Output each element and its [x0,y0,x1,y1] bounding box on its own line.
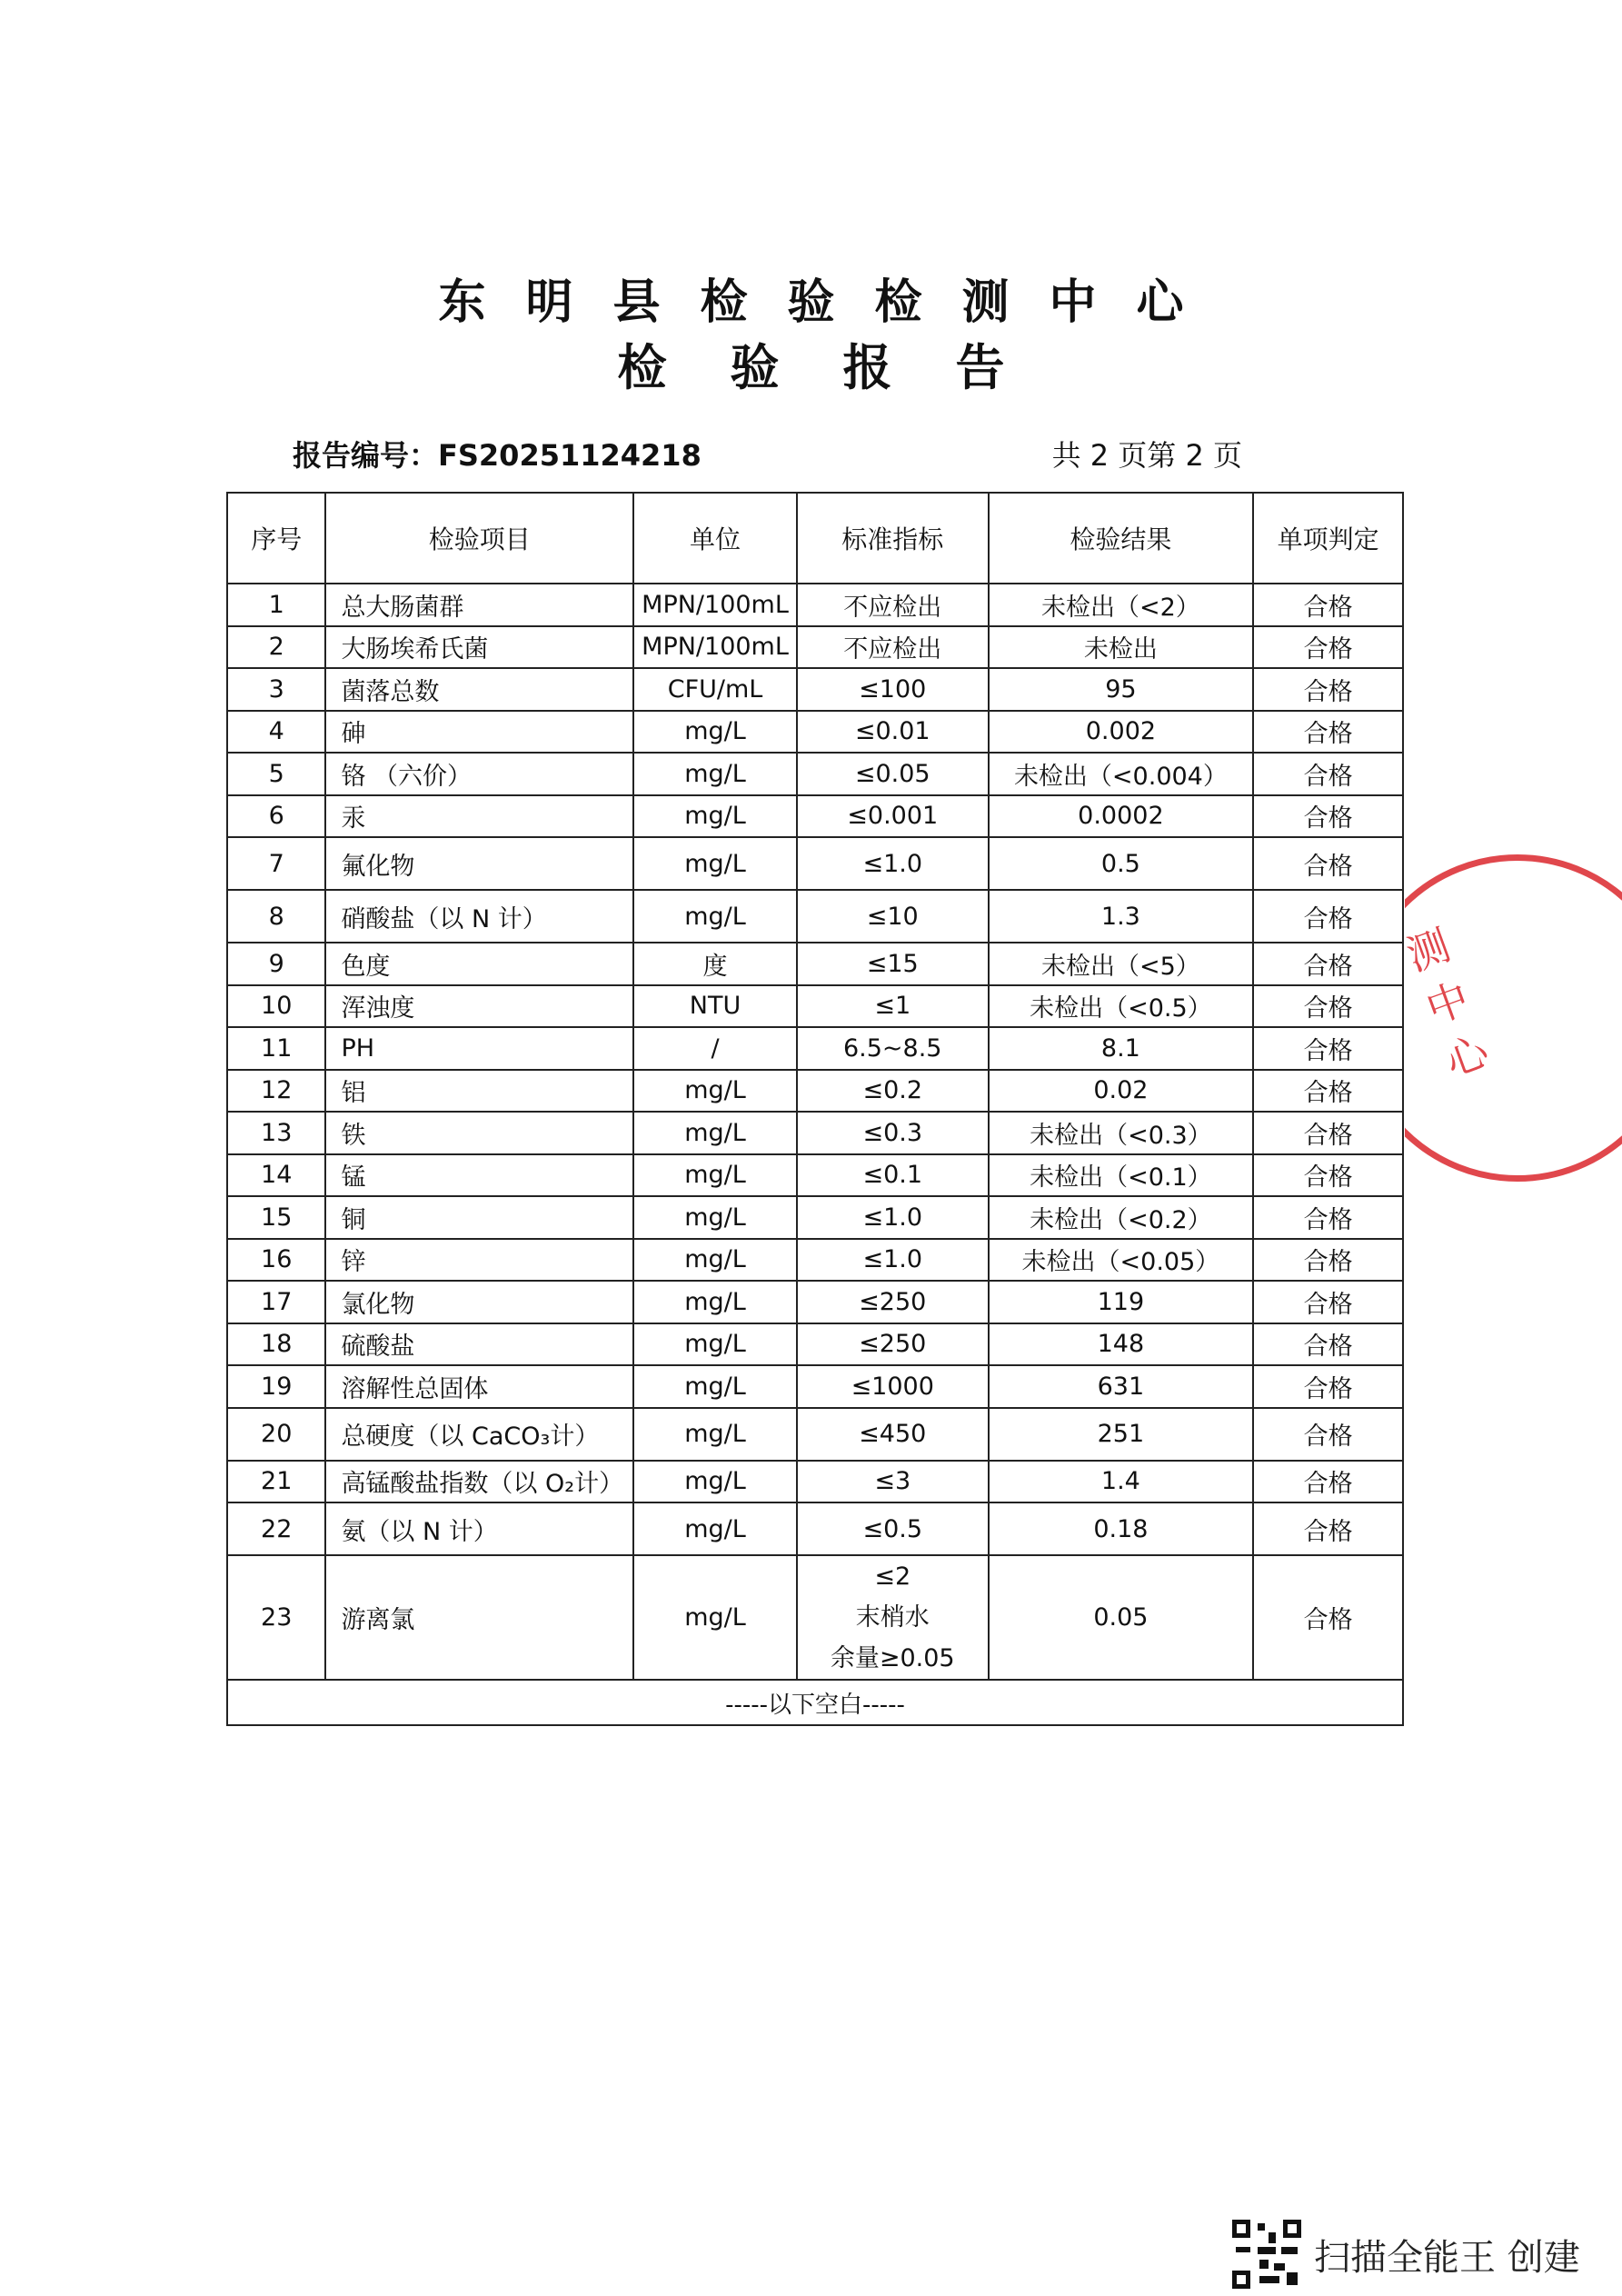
cell-result: 95 [989,668,1254,711]
standard-line: 余量≥0.05 [830,1644,955,1672]
cell-item: 硝酸盐（以 N 计） [325,890,633,943]
table-row [227,943,1403,985]
page-count: 共 2 页第 2 页 [1051,438,1242,473]
cell-no: 8 [227,890,325,943]
scanner-watermark [1232,2218,1580,2291]
cell-verdict: 合格 [1253,1555,1403,1680]
cell-result: 未检出（<0.05） [989,1239,1254,1282]
cell-verdict: 合格 [1253,584,1403,626]
cell-unit: mg/L [633,1070,797,1113]
cell-result: 0.05 [989,1555,1254,1680]
cell-unit: MPN/100mL [633,626,797,669]
cell-standard: ≤0.5 [797,1502,989,1555]
cell-unit: MPN/100mL [633,584,797,626]
report-title: 检验报告 [617,339,1069,396]
cell-item: 铝 [325,1070,633,1113]
cell-unit: / [633,1027,797,1070]
table-row [227,1502,1403,1555]
cell-unit: mg/L [633,837,797,890]
cell-verdict: 合格 [1253,1239,1403,1282]
cell-verdict: 合格 [1253,1461,1403,1503]
cell-standard [797,1555,989,1680]
cell-no: 16 [227,1239,325,1282]
cell-verdict: 合格 [1253,837,1403,890]
cell-result: 631 [989,1365,1254,1408]
cell-verdict: 合格 [1253,1502,1403,1555]
table-row [227,668,1403,711]
table-row [227,626,1403,669]
cell-no: 22 [227,1502,325,1555]
cell-unit: mg/L [633,1196,797,1239]
cell-standard: 不应检出 [797,584,989,626]
table-row [227,1239,1403,1282]
cell-standard: ≤450 [797,1408,989,1461]
table-row [227,1408,1403,1461]
cell-verdict: 合格 [1253,668,1403,711]
cell-no: 21 [227,1461,325,1503]
cell-unit: mg/L [633,1239,797,1282]
standard-line: ≤2 [874,1562,911,1591]
cell-verdict: 合格 [1253,1408,1403,1461]
cell-result: 0.5 [989,837,1254,890]
cell-unit: mg/L [633,1461,797,1503]
inspection-table [226,492,1404,1726]
cell-result: 未检出（<2） [989,584,1254,626]
cell-standard: ≤15 [797,943,989,985]
cell-item: 铜 [325,1196,633,1239]
table-row [227,1112,1403,1154]
table-row [227,985,1403,1028]
table-row [227,1461,1403,1503]
cell-standard: ≤1.0 [797,1239,989,1282]
table-row [227,584,1403,626]
cell-unit: mg/L [633,1112,797,1154]
table-row [227,795,1403,838]
cell-result: 未检出（<0.2） [989,1196,1254,1239]
cell-item: 大肠埃希氏菌 [325,626,633,669]
cell-unit: mg/L [633,1365,797,1408]
cell-no: 4 [227,711,325,754]
cell-unit: mg/L [633,1323,797,1366]
cell-result: 未检出（<0.3） [989,1112,1254,1154]
table-row [227,890,1403,943]
cell-item: 铁 [325,1112,633,1154]
cell-standard: ≤0.3 [797,1112,989,1154]
cell-item: 总硬度（以 CaCO₃计） [325,1408,633,1461]
cell-result: 未检出（<5） [989,943,1254,985]
cell-result: 251 [989,1408,1254,1461]
cell-verdict: 合格 [1253,753,1403,795]
cell-no: 19 [227,1365,325,1408]
cell-verdict: 合格 [1253,1070,1403,1113]
cell-verdict: 合格 [1253,795,1403,838]
cell-unit: mg/L [633,753,797,795]
seal-text: 测中心 [1400,920,1496,1087]
cell-verdict: 合格 [1253,711,1403,754]
col-header-standard: 标准指标 [797,493,989,584]
cell-unit: mg/L [633,1281,797,1323]
cell-item: 菌落总数 [325,668,633,711]
cell-verdict: 合格 [1253,985,1403,1028]
cell-unit: CFU/mL [633,668,797,711]
cell-no: 15 [227,1196,325,1239]
org-title: 东明县检验检测中心 [438,275,1224,330]
cell-unit: mg/L [633,1502,797,1555]
cell-result: 0.002 [989,711,1254,754]
cell-unit: mg/L [633,1154,797,1197]
cell-item: PH [325,1027,633,1070]
table-row [227,711,1403,754]
cell-no: 20 [227,1408,325,1461]
cell-standard: 不应检出 [797,626,989,669]
cell-no: 7 [227,837,325,890]
col-header-no: 序号 [227,493,325,584]
cell-result: 0.18 [989,1502,1254,1555]
qr-code-icon [1232,2220,1301,2289]
cell-no: 2 [227,626,325,669]
cell-item: 锌 [325,1239,633,1282]
cell-no: 6 [227,795,325,838]
table-row [227,1196,1403,1239]
cell-result: 未检出（<0.1） [989,1154,1254,1197]
cell-unit: mg/L [633,1408,797,1461]
cell-unit: mg/L [633,795,797,838]
cell-verdict: 合格 [1253,1112,1403,1154]
cell-item: 溶解性总固体 [325,1365,633,1408]
cell-verdict: 合格 [1253,1154,1403,1197]
cell-item: 锰 [325,1154,633,1197]
col-header-item: 检验项目 [325,493,633,584]
report-number: 报告编号：FS20251124218 [293,438,702,473]
cell-item: 硫酸盐 [325,1323,633,1366]
cell-item: 氨（以 N 计） [325,1502,633,1555]
cell-item: 总大肠菌群 [325,584,633,626]
cell-no: 3 [227,668,325,711]
cell-item: 汞 [325,795,633,838]
cell-item: 铬 （六价） [325,753,633,795]
table-row [227,1070,1403,1113]
cell-standard: ≤1000 [797,1365,989,1408]
cell-no: 5 [227,753,325,795]
scanner-watermark-text: 扫描全能王 创建 [1314,2236,1580,2279]
cell-standard: ≤0.05 [797,753,989,795]
cell-unit: mg/L [633,890,797,943]
cell-no: 10 [227,985,325,1028]
table-row [227,1323,1403,1366]
cell-no: 12 [227,1070,325,1113]
table-row [227,1555,1403,1680]
cell-result: 8.1 [989,1027,1254,1070]
table-row [227,837,1403,890]
cell-item: 氟化物 [325,837,633,890]
table-row [227,1154,1403,1197]
cell-standard: ≤1.0 [797,1196,989,1239]
cell-no: 18 [227,1323,325,1366]
cell-result: 1.3 [989,890,1254,943]
cell-standard: ≤0.1 [797,1154,989,1197]
cell-no: 14 [227,1154,325,1197]
cell-item: 砷 [325,711,633,754]
cell-standard: ≤0.001 [797,795,989,838]
col-header-result: 检验结果 [989,493,1254,584]
cell-standard: ≤250 [797,1323,989,1366]
table-header-row [227,493,1403,584]
cell-unit: 度 [633,943,797,985]
col-header-verdict: 单项判定 [1253,493,1403,584]
cell-verdict: 合格 [1253,1196,1403,1239]
cell-result: 119 [989,1281,1254,1323]
cell-result: 未检出（<0.004） [989,753,1254,795]
cell-no: 23 [227,1555,325,1680]
cell-verdict: 合格 [1253,1365,1403,1408]
cell-standard: ≤10 [797,890,989,943]
cell-verdict: 合格 [1253,1323,1403,1366]
cell-no: 9 [227,943,325,985]
cell-verdict: 合格 [1253,890,1403,943]
cell-item: 游离氯 [325,1555,633,1680]
col-header-unit: 单位 [633,493,797,584]
cell-verdict: 合格 [1253,1281,1403,1323]
cell-standard: ≤0.01 [797,711,989,754]
cell-result: 未检出 [989,626,1254,669]
standard-line: 末梢水 [855,1603,930,1632]
table-row [227,1281,1403,1323]
cell-no: 11 [227,1027,325,1070]
cell-verdict: 合格 [1253,626,1403,669]
cell-item: 氯化物 [325,1281,633,1323]
cell-standard: ≤1 [797,985,989,1028]
cell-item: 色度 [325,943,633,985]
cell-standard: ≤1.0 [797,837,989,890]
cell-standard: ≤250 [797,1281,989,1323]
cell-standard: ≤3 [797,1461,989,1503]
cell-unit: mg/L [633,711,797,754]
table-row [227,1027,1403,1070]
cell-no: 17 [227,1281,325,1323]
cell-unit: mg/L [633,1555,797,1680]
cell-standard: 6.5~8.5 [797,1027,989,1070]
cell-result: 0.02 [989,1070,1254,1113]
cell-result: 148 [989,1323,1254,1366]
cell-verdict: 合格 [1253,1027,1403,1070]
end-note: -----以下空白----- [227,1680,1403,1725]
cell-item: 高锰酸盐指数（以 O₂计） [325,1461,633,1503]
cell-standard: ≤0.2 [797,1070,989,1113]
cell-verdict: 合格 [1253,943,1403,985]
end-note-row [227,1680,1403,1725]
table-row [227,1365,1403,1408]
cell-result: 1.4 [989,1461,1254,1503]
cell-unit: NTU [633,985,797,1028]
cell-item: 浑浊度 [325,985,633,1028]
table-row [227,753,1403,795]
cell-result: 0.0002 [989,795,1254,838]
cell-result: 未检出（<0.5） [989,985,1254,1028]
cell-no: 1 [227,584,325,626]
cell-standard: ≤100 [797,668,989,711]
cell-no: 13 [227,1112,325,1154]
